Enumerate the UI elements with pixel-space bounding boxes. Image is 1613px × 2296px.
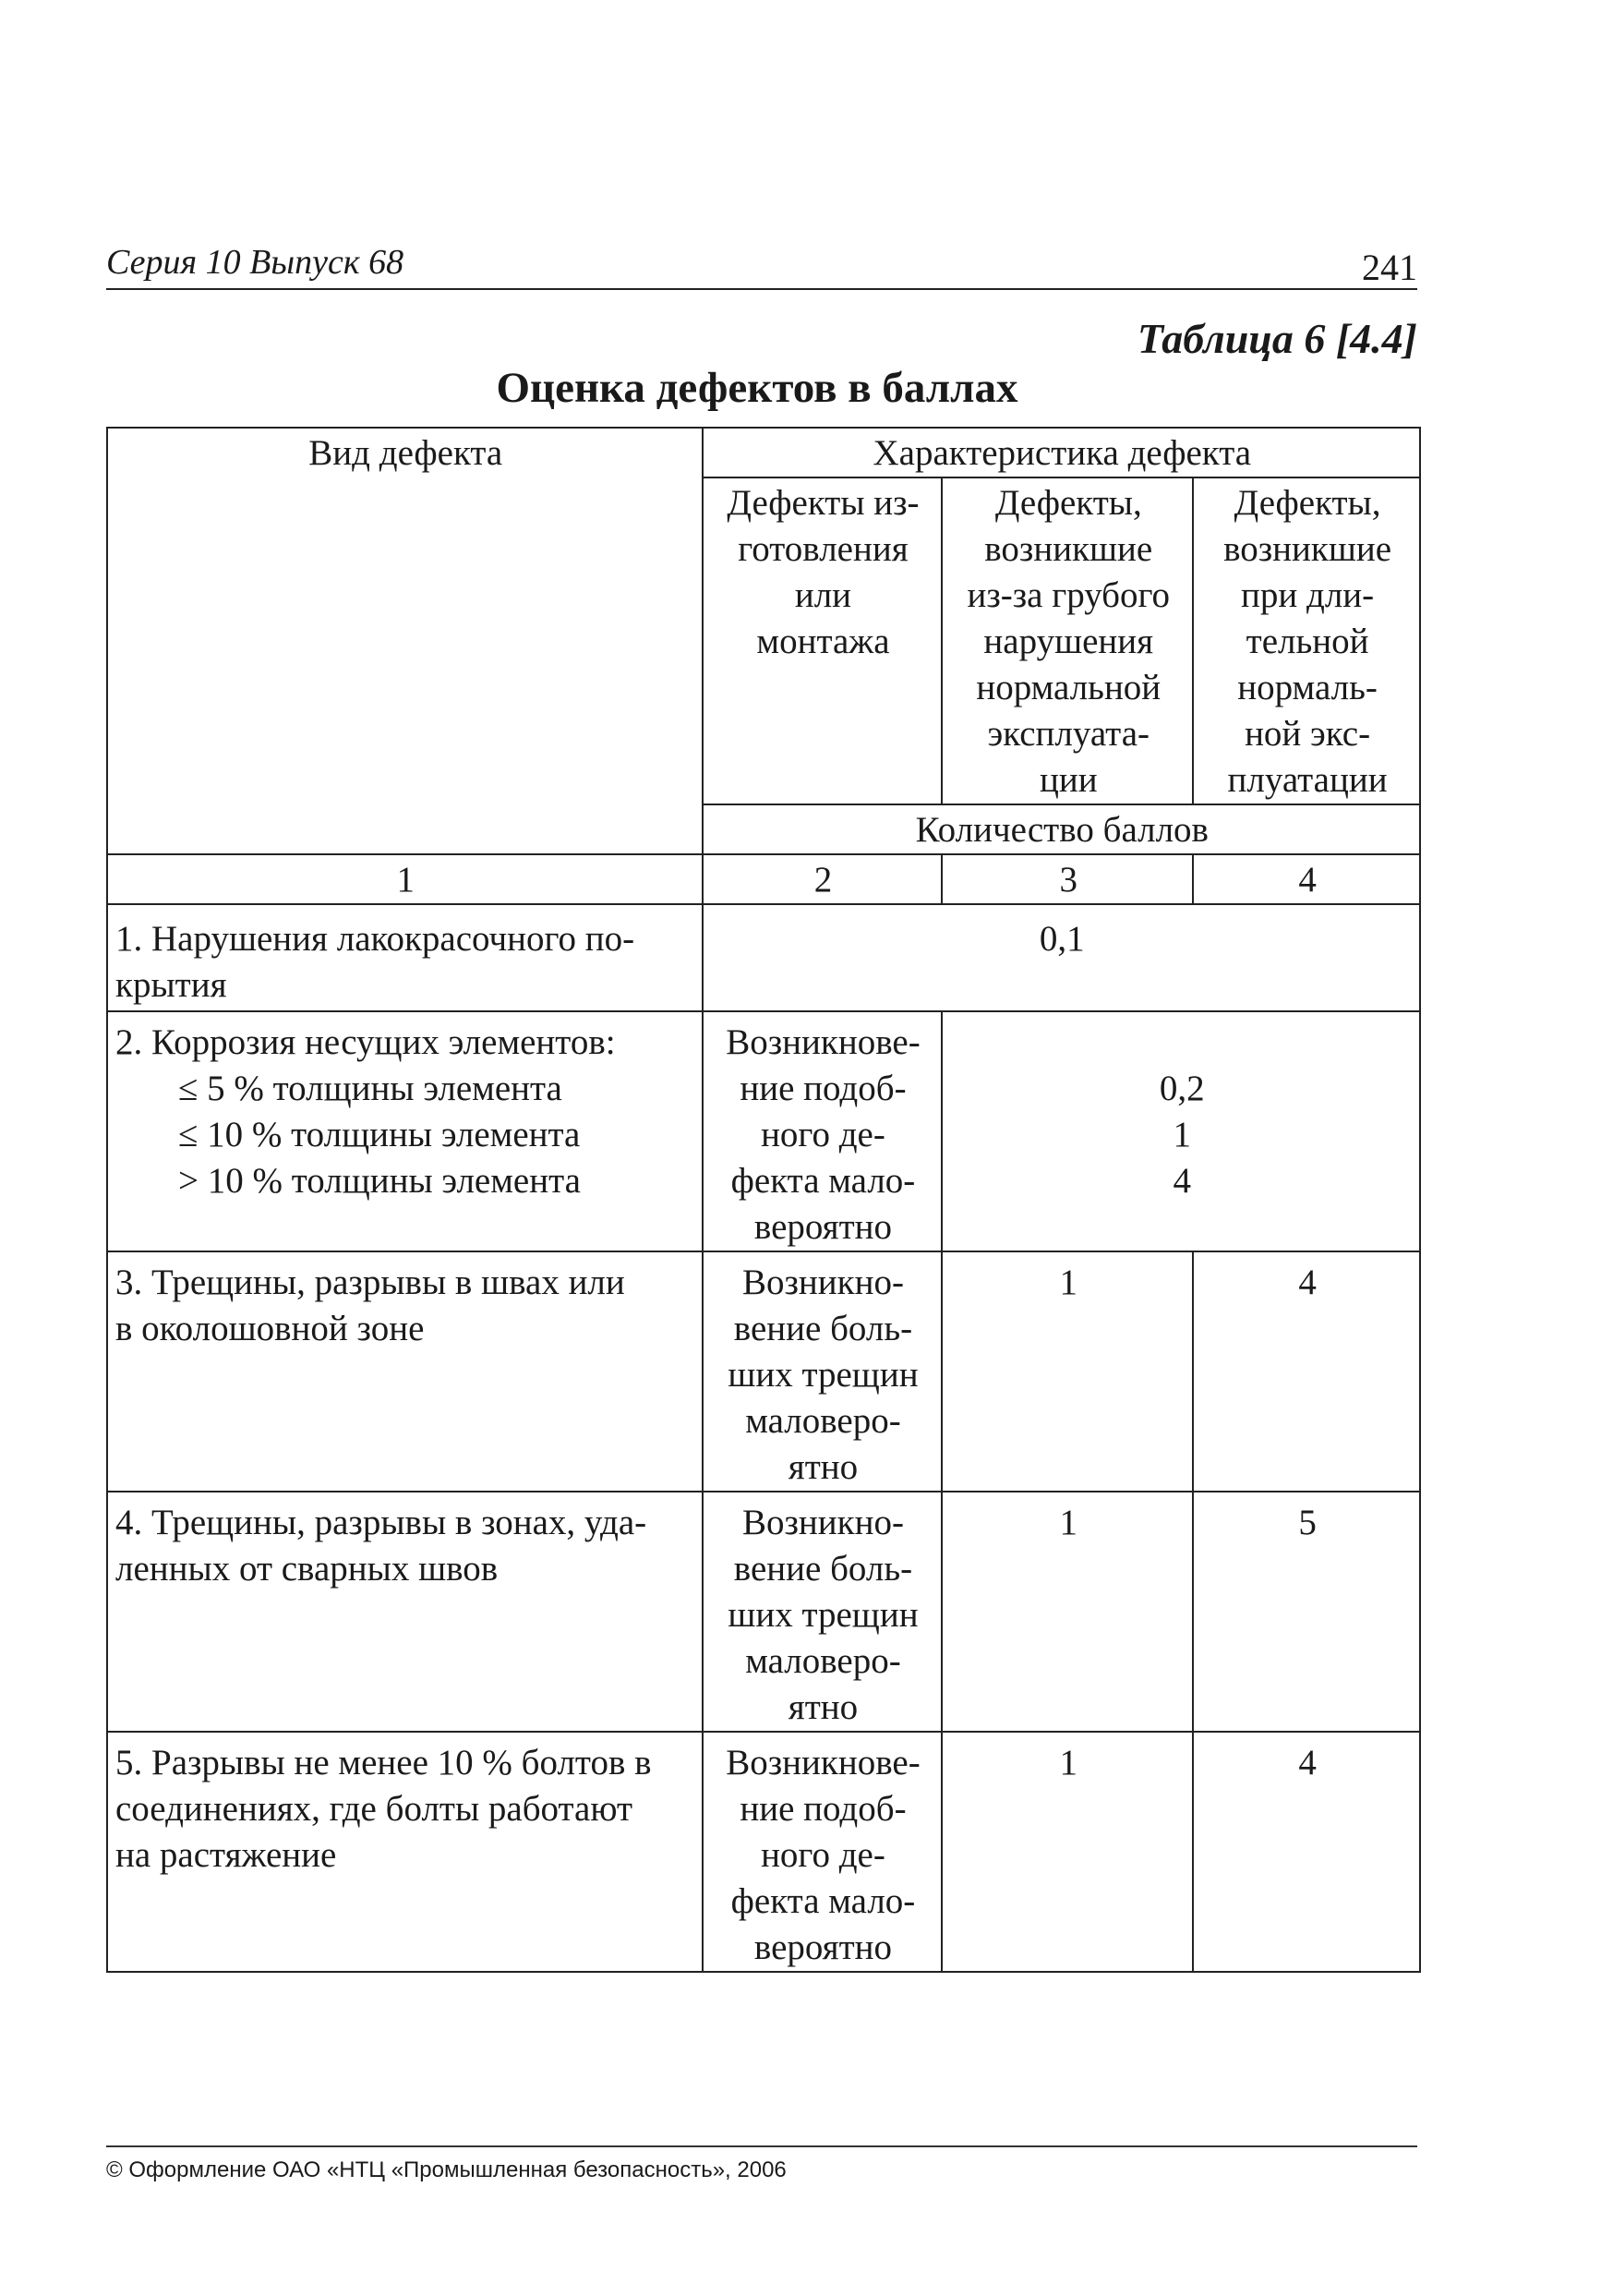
header-gross-violation: Дефекты, возникшие из-за грубого нарушения нормальной эксплуата- ции <box>942 477 1193 804</box>
score-gross: 1 <box>942 1492 1193 1732</box>
column-number: 3 <box>942 854 1193 904</box>
defects-table <box>106 427 1421 1973</box>
defect-kind: 4. Трещины, разрывы в зонах, уда- ленных от сварных швов <box>107 1492 703 1732</box>
header-manufacturing: Дефекты из- готовления или монтажа <box>703 477 943 804</box>
header-score: Количество баллов <box>703 804 1420 854</box>
table-row <box>107 904 1420 1011</box>
table-title: Оценка дефектов в баллах <box>496 364 1018 412</box>
header-long-operation: Дефекты, возникшие при дли- тельной нормаль- ной экс- плуатации <box>1193 477 1420 804</box>
page-number: 241 <box>1362 247 1417 288</box>
score-merged: 0,1 <box>703 904 1420 1011</box>
score-long: 4 <box>1193 1251 1420 1492</box>
footer-divider <box>106 2145 1417 2147</box>
manufacturing-note: Возникно- вение боль- ших трещин маловеро- ятно <box>703 1492 943 1732</box>
running-header <box>106 242 1417 290</box>
series-label: Серия 10 Выпуск 68 <box>106 243 404 282</box>
score-gross: 1 <box>942 1251 1193 1492</box>
defect-kind: 2. Коррозия несущих элементов: ≤ 5 % толщины элемента ≤ 10 % толщины элемента > 10 % толщины элемента <box>107 1011 703 1251</box>
column-number: 1 <box>107 854 703 904</box>
score-merged: 0,2 1 4 <box>942 1011 1420 1251</box>
column-number: 4 <box>1193 854 1420 904</box>
score-long: 4 <box>1193 1732 1420 1972</box>
header-characteristic: Характеристика дефекта <box>703 428 1420 477</box>
footer-copyright: © Оформление ОАО «НТЦ «Промышленная безопасность», 2006 <box>106 2157 787 2182</box>
column-numbers-row <box>107 854 1420 904</box>
header-kind: Вид дефекта <box>107 428 703 854</box>
defect-kind: 1. Нарушения лакокрасочного по- крытия <box>107 904 703 1011</box>
score-gross: 1 <box>942 1732 1193 1972</box>
table-row <box>107 1251 1420 1492</box>
manufacturing-note: Возникнове- ние подоб- ного де- фекта мало- вероятно <box>703 1732 943 1972</box>
header-row-1 <box>107 428 1420 477</box>
defect-kind: 5. Разрывы не менее 10 % болтов в соединениях, где болты работают на растяжение <box>107 1732 703 1972</box>
table-id: Таблица 6 [4.4] <box>1137 315 1417 362</box>
score-long: 5 <box>1193 1492 1420 1732</box>
table-row <box>107 1732 1420 1972</box>
column-number: 2 <box>703 854 943 904</box>
table-row <box>107 1011 1420 1251</box>
table-row <box>107 1492 1420 1732</box>
manufacturing-note: Возникно- вение боль- ших трещин маловеро- ятно <box>703 1251 943 1492</box>
defect-kind: 3. Трещины, разрывы в швах или в околошовной зоне <box>107 1251 703 1492</box>
manufacturing-note: Возникнове- ние подоб- ного де- фекта мало- вероятно <box>703 1011 943 1251</box>
